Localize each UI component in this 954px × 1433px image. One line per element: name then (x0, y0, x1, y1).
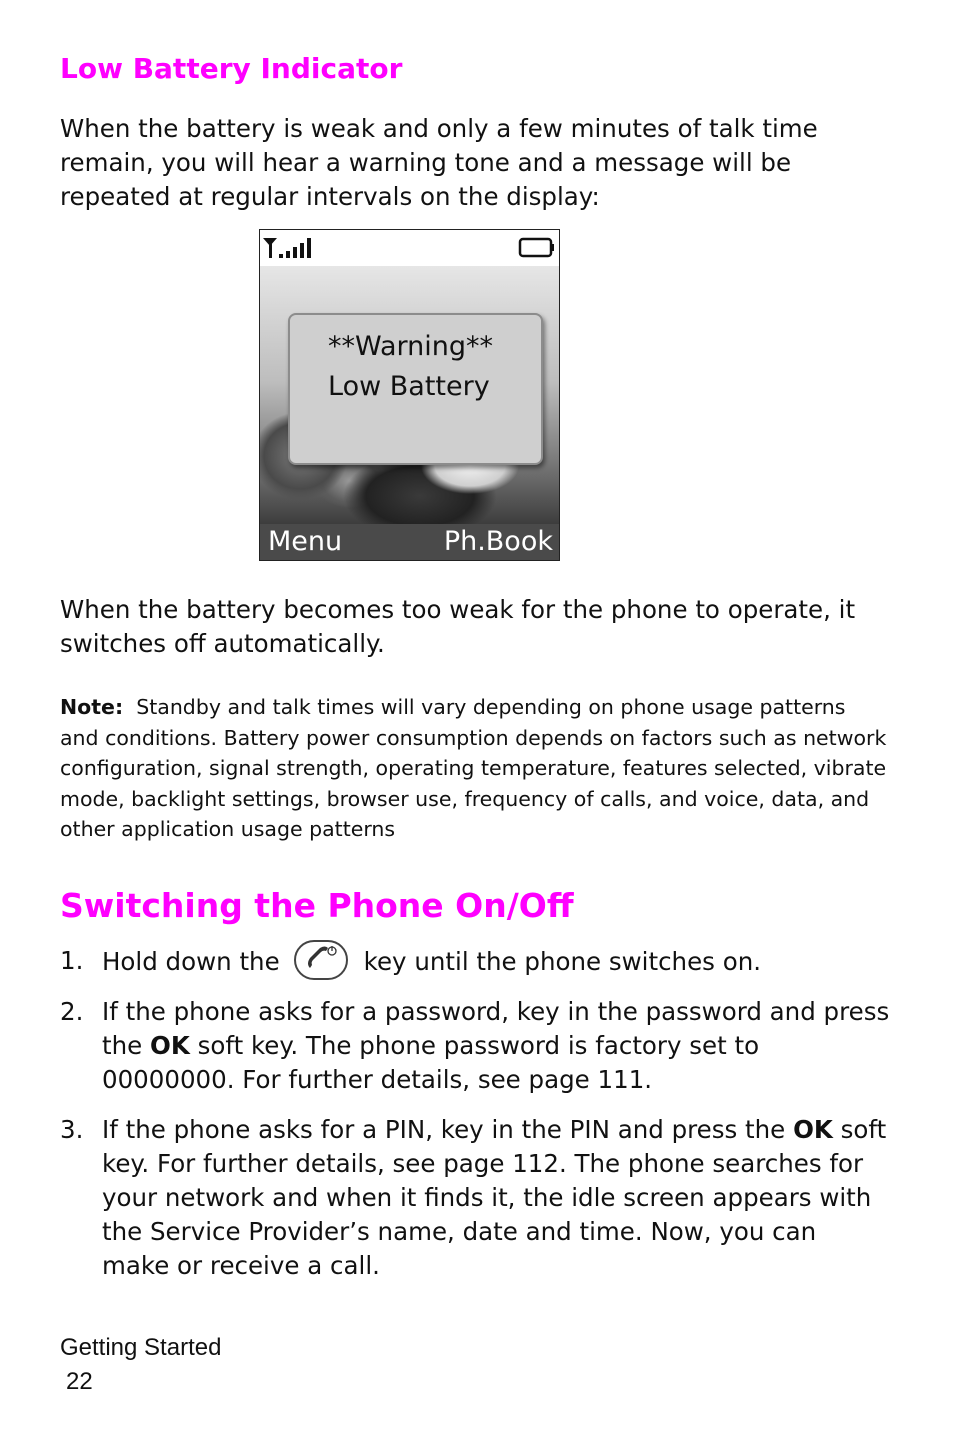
page-number: 22 (66, 1368, 93, 1395)
step-number: 1. (60, 946, 84, 975)
note-block (60, 692, 890, 845)
footer-section-label: Getting Started (60, 1334, 222, 1361)
warning-message: Low Battery (328, 371, 490, 402)
soft-key-bar (260, 524, 559, 560)
power-end-key-icon (292, 938, 350, 982)
phone-screen-illustration (259, 229, 560, 561)
ok-key-label: OK (150, 1031, 190, 1060)
section-heading-switching: Switching the Phone On/Off (60, 886, 574, 925)
battery-icon (517, 230, 557, 264)
intro-paragraph: When the battery is weak and only a few minutes of talk time remain, you will hear a warning tone and a message will be repeated at regular intervals on the display: (60, 114, 818, 211)
step-number: 3. (60, 1115, 84, 1144)
step-text-end: soft key. The phone password is factory set to 00000000. For further details, see page 111. (102, 1031, 760, 1094)
warning-title: **Warning** (328, 331, 494, 362)
auto-off-paragraph: When the battery becomes too weak for the phone to operate, it switches off automatically. (60, 595, 856, 658)
warning-dialog (288, 313, 543, 465)
status-bar (260, 230, 559, 266)
step-text: If the phone asks for a password, key in the password and press the (102, 997, 890, 1060)
step-text: If the phone asks for a PIN, key in the PIN and press the (102, 1115, 786, 1144)
step-text: Hold down the (102, 947, 280, 976)
note-label: Note: (60, 695, 124, 719)
step-text-end: key until the phone switches on. (363, 947, 762, 976)
section-heading-low-battery: Low Battery Indicator (60, 52, 403, 85)
wallpaper-image (260, 266, 559, 524)
soft-key-menu[interactable]: Menu (268, 526, 343, 557)
soft-key-phonebook[interactable]: Ph.Book (443, 526, 553, 557)
step-3 (60, 1113, 890, 1283)
signal-strength-icon (260, 230, 330, 264)
note-text: Standby and talk times will vary depending on phone usage patterns and conditions. Battery power consumption depends on factors such as network configuration, signal strength, operating temperature, features selected, vibrate mode, backlight settings, browser use, frequency of calls, and voice, data, and other application usage patterns (60, 695, 887, 841)
step-2 (60, 995, 890, 1097)
step-number: 2. (60, 997, 84, 1026)
ok-key-label: OK (793, 1115, 833, 1144)
step-1 (60, 944, 890, 982)
step-text-end: soft key. For further details, see page 112. The phone searches for your network and when it finds it, the idle screen appears with the Service Provider’s name, date and time. Now, you can make or receive a call. (102, 1115, 887, 1280)
